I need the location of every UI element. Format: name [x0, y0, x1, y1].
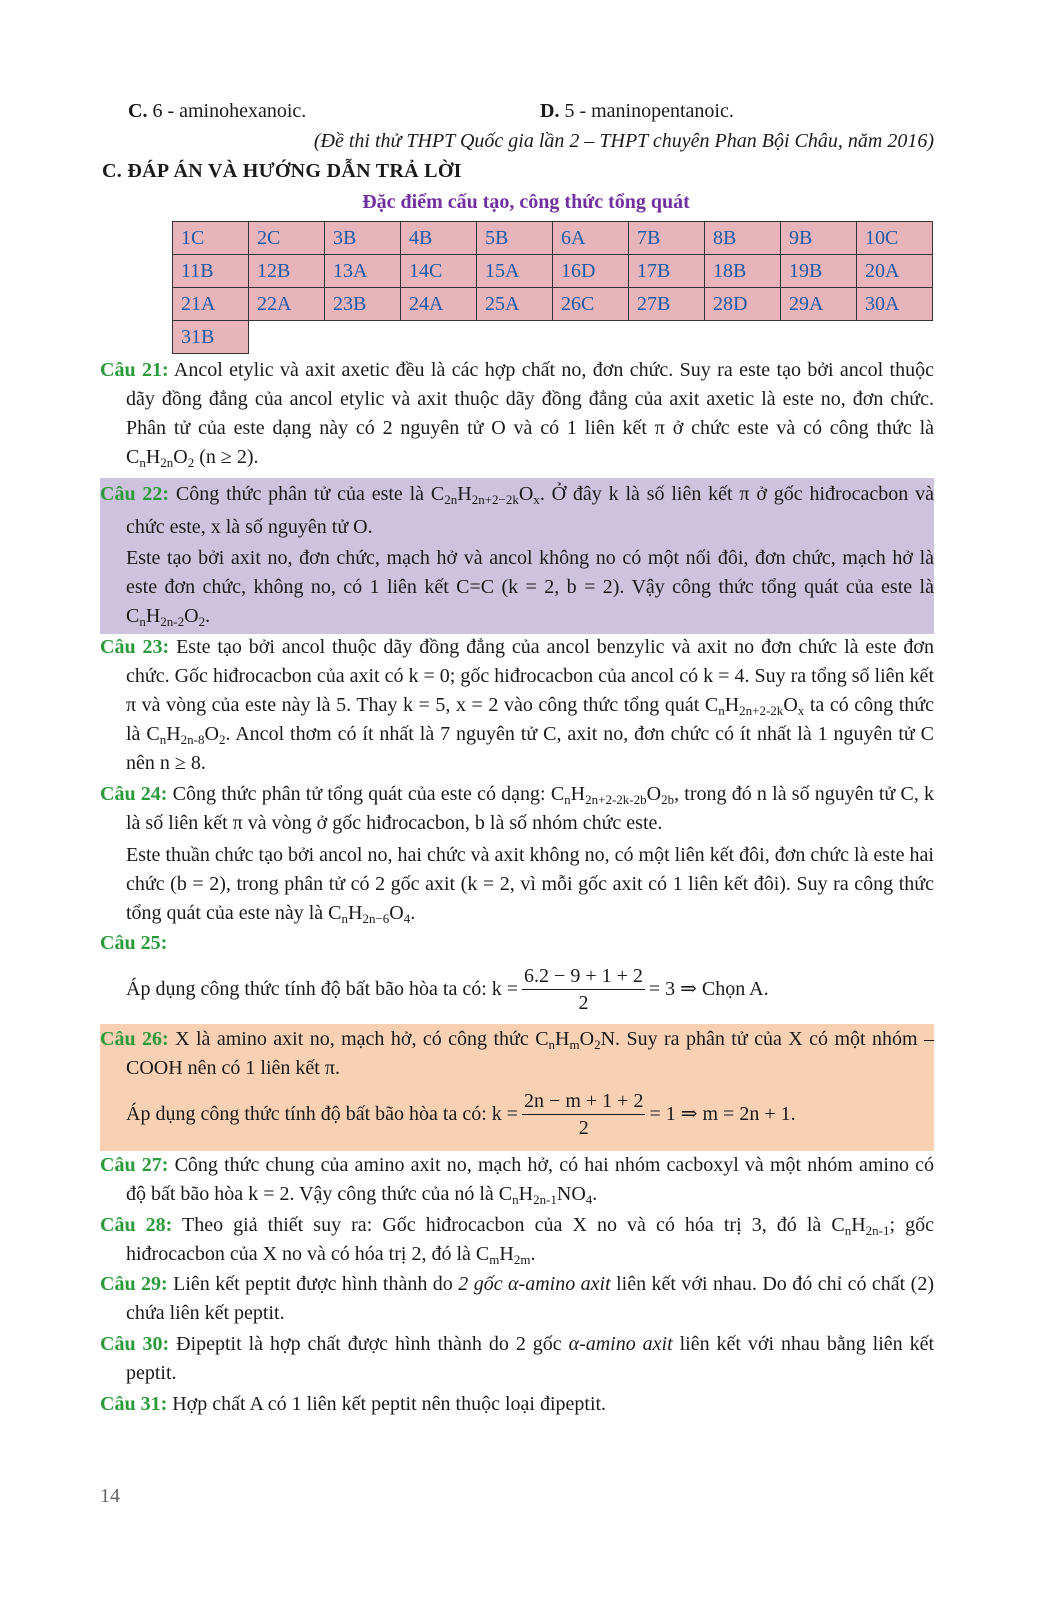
fraction: $\frac{2n - m + 1 + 2}{2}$: [524, 1089, 644, 1139]
answer-cell: 14C: [401, 255, 477, 288]
answer-cell: 25A: [477, 288, 553, 321]
answer-cell: 23B: [325, 288, 401, 321]
answer-cell: 18B: [705, 255, 781, 288]
answer-row: [173, 288, 933, 321]
answer-row: [173, 321, 933, 354]
question-label: Câu 31:: [100, 1393, 168, 1415]
answer-cell: 13A: [325, 255, 401, 288]
question-label: Câu 21:: [100, 359, 169, 381]
question-23: Câu 23: Este tạo bởi ancol thuộc dãy đồng đẳng của ancol benzylic và axit no đơn chức là este đơn chức. Gốc hiđrocacbon của axit có k = 0; gốc hiđrocacbon của ancol có k = 4. Suy ra tổng số liên kết π và vòng của este này là 5. Thay k = 5, x = 2 vào công thức tổng quát $C_nH_{2n+2-2k}O_x$ ta có công thức là $C_nH_{2n-8}O_2$. Ancol thơm có ít nhất là 7 nguyên tử C, axit no, đơn chức có ít nhất là 1 nguyên tử C nên n ≥ 8.: [100, 636, 935, 774]
answer-cell: 30A: [857, 288, 933, 321]
section-heading: C. ĐÁP ÁN VÀ HƯỚNG DẪN TRẢ LỜI: [102, 160, 462, 182]
answer-cell: 29A: [781, 288, 857, 321]
answer-cell: 19B: [781, 255, 857, 288]
question-24: Câu 24: Công thức phân tử tổng quát của este có dạng: $C_nH_{2n+2-2k-2b}O_{2b}$, trong đó n là số nguyên tử C, k là số liên kết π và vòng ở gốc hiđrocacbon, b là số nhóm chức este. Este thuần chức tạo bởi ancol no, hai chức và axit không no, có một liên kết đôi, đơn chức là este hai chức (b = 2), trong phân tử có 2 gốc axit (k = 2, vì mỗi gốc axit có 1 liên kết đôi). Suy ra công thức tổng quát của este này là $C_nH_{2n-6}O_4$.: [100, 783, 935, 926]
fraction: $\frac{6.2 - 9 + 1 + 2}{2}$: [524, 964, 643, 1014]
answer-cell: 11B: [173, 255, 249, 288]
answer-cell: 31B: [173, 321, 249, 354]
answer-cell: 28D: [705, 288, 781, 321]
answer-cell: 17B: [629, 255, 705, 288]
empty-cell: [629, 321, 705, 354]
saturation-formula: Áp dụng công thức tính độ bất bão hòa ta có: k = $\frac{6.2 - 9 + 1 + 2}{2}$ = 3 ⇒ Chọn A.: [126, 964, 769, 1014]
answer-row: [173, 255, 933, 288]
saturation-formula: Áp dụng công thức tính độ bất bão hòa ta có: k = $\frac{2n - m + 1 + 2}{2}$ = 1 ⇒ m = 2n + 1.: [126, 1089, 796, 1139]
answer-cell: 20A: [857, 255, 933, 288]
question-label: Câu 27:: [100, 1154, 169, 1176]
empty-cell: [401, 321, 477, 354]
empty-cell: [477, 321, 553, 354]
question-label: Câu 26:: [100, 1028, 169, 1050]
question-29: Câu 29: Liên kết peptit được hình thành do 2 gốc α-amino axit liên kết với nhau. Do đó chỉ có chất (2) chứa liên kết peptit.: [100, 1273, 934, 1324]
answer-cell: 3B: [325, 222, 401, 255]
answer-cell: 15A: [477, 255, 553, 288]
empty-cell: [705, 321, 781, 354]
option-c: C. 6 - aminohexanoic.: [128, 100, 307, 122]
empty-cell: [553, 321, 629, 354]
empty-cell: [781, 321, 857, 354]
answer-cell: 4B: [401, 222, 477, 255]
answer-cell: 22A: [249, 288, 325, 321]
question-26: Câu 26: X là amino axit no, mạch hở, có công thức $C_nH_mO_2N$. Suy ra phân tử của X có một nhóm –COOH nên có 1 liên kết π. Áp dụng công thức tính độ bất bão hòa ta có: k = $\frac{2n - m + 1 + 2}{2}$ = 1 ⇒ m = 2n + 1.: [100, 1024, 934, 1151]
question-21: Câu 21: Ancol etylic và axit axetic đều là các hợp chất no, đơn chức. Suy ra este tạo bởi ancol thuộc dãy đồng đẳng của ancol etylic và axit thuộc dãy đồng đẳng của axit axetic là este no, đơn chức. Phân tử của este dạng này có 2 nguyên tử O và có 1 liên kết π ở chức este và có công thức là $C_nH_{2n}O_2$ (n ≥ 2).: [100, 359, 934, 470]
question-label: Câu 29:: [100, 1273, 168, 1295]
answer-cell: 27B: [629, 288, 705, 321]
answer-cell: 26C: [553, 288, 629, 321]
answer-cell: 21A: [173, 288, 249, 321]
empty-cell: [857, 321, 933, 354]
question-label: Câu 28:: [100, 1214, 173, 1236]
question-27: Câu 27: Công thức chung của amino axit no, mạch hở, có hai nhóm cacboxyl và một nhóm amino có độ bất bão hòa k = 2. Vậy công thức của nó là $C_nH_{2n-1}NO_4$.: [100, 1154, 934, 1207]
question-label: Câu 22:: [100, 483, 170, 505]
empty-cell: [325, 321, 401, 354]
question-31: Câu 31: Hợp chất A có 1 liên kết peptit nên thuộc loại đipeptit.: [100, 1393, 607, 1415]
answer-table: [172, 221, 933, 354]
question-label: Câu 30:: [100, 1333, 170, 1355]
answer-cell: 24A: [401, 288, 477, 321]
answer-cell: 5B: [477, 222, 553, 255]
answer-cell: 1C: [173, 222, 249, 255]
question-28: Câu 28: Theo giả thiết suy ra: Gốc hiđrocacbon của X no và có hóa trị 3, đó là $C_nH_{2n-1}$; gốc hiđrocacbon của X no và có hóa trị 2, đó là $C_mH_{2m}$.: [100, 1214, 935, 1267]
option-d: D. 5 - maninopentanoic.: [540, 100, 734, 122]
question-30: Câu 30: Đipeptit là hợp chất được hình thành do 2 gốc α-amino axit liên kết với nhau bằng liên kết peptit.: [100, 1333, 935, 1384]
answer-cell: 16D: [553, 255, 629, 288]
answer-cell: 10C: [857, 222, 933, 255]
question-label: Câu 23:: [100, 636, 170, 658]
exam-source: (Đề thi thử THPT Quốc gia lần 2 – THPT chuyên Phan Bội Châu, năm 2016): [313, 130, 934, 152]
answer-cell: 2C: [249, 222, 325, 255]
answer-options: [128, 97, 948, 126]
answer-cell: 7B: [629, 222, 705, 255]
question-25: [100, 929, 934, 1020]
page-number: 14: [100, 1485, 120, 1507]
answer-row: [173, 222, 933, 255]
question-22: Câu 22: Công thức phân tử của este là $C_{2n}H_{2n+2-2k}O_x$. Ở đây k là số liên kết π ở gốc hiđrocacbon và chức este, x là số nguyên tử O. Este tạo bởi axit no, đơn chức, mạch hở và ancol không no có một nối đôi, đơn chức, mạch hở là este đơn chức, không no, có 1 liên kết C=C (k = 2, b = 2). Vậy công thức tổng quát của este là $C_nH_{2n-2}O_2$.: [100, 478, 934, 634]
question-label: Câu 25:: [100, 932, 168, 954]
empty-cell: [249, 321, 325, 354]
table-title: Đặc điểm cấu tạo, công thức tổng quát: [362, 191, 690, 213]
answer-cell: 12B: [249, 255, 325, 288]
answer-cell: 9B: [781, 222, 857, 255]
answer-cell: 6A: [553, 222, 629, 255]
question-label: Câu 24:: [100, 783, 168, 805]
answer-cell: 8B: [705, 222, 781, 255]
